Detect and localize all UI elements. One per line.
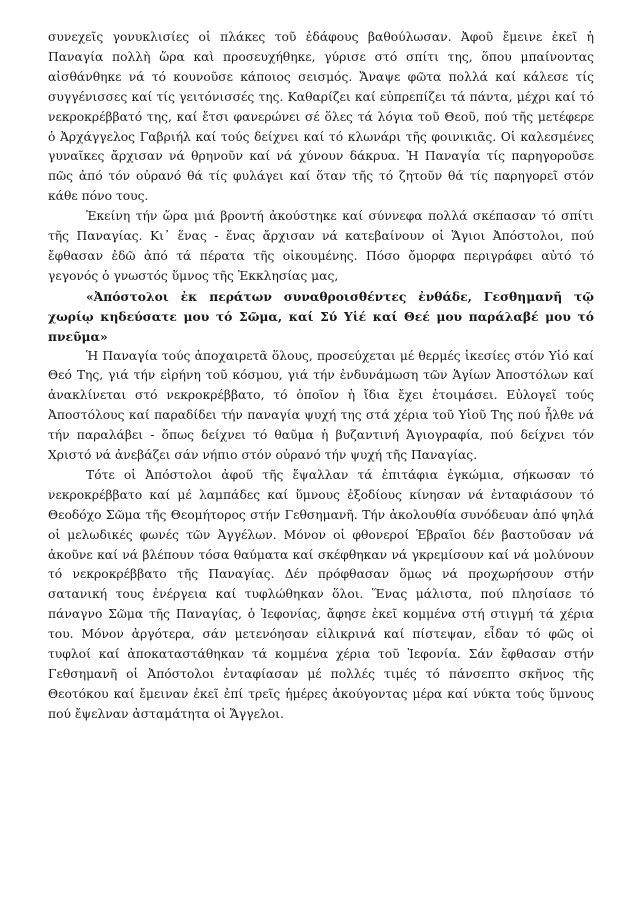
paragraph-1: συνεχεῖς γονυκλισίες οἱ πλάκες τοῦ ἐδάφους βαθούλωσαν. Ἀφοῦ ἔμεινε ἐκεῖ ἡ Παναγία πολλὴ ὥρα καὶ προσευχήθηκε, γύρισε στό σπίτι της, ὅπου μπαίνοντας αἰσθάνθηκε νά τό κουνοῦσε κάποιος σεισμός. Ἄναψε φῶτα πολλά καί κάλεσε τίς συγγένισσες καί τίς γειτόνισσές της. Καθαρίζει καί εὐπρεπίζει τά πάντα, μέχρι καί τό νεκροκρέββατό της, καί ἔτσι φανερώνει σέ ὅλες τά λόγια τοῦ Θεοῦ, πού τῆς μετέφερε ὁ Ἀρχάγγελος Γαβριήλ καί τούς δείχνει καί τό κλωνάρι τῆς φοινικιᾶς. Οἱ καλεσμένες γυναῖκες ἄρχισαν νά θρηνοῦν καί νά χύνουν δάκρυα. Ἡ Παναγία τίς παρηγοροῦσε πῶς ἀπό τόν οὐρανό θά τίς φυλάγει καί ὅταν τῆς τό ζητοῦν θά τίς παρηγορεῖ στόν κάθε πόνο τους.	[48, 30, 594, 204]
hymn-quote: «Ἀπόστολοι ἐκ περάτων συναθροισθέντες ἐνθάδε, Γεσθημανῆ τῷ χωρίῳ κηδεύσατε μου τό Σῶμα, καί Σύ Υἱέ καί Θεέ μου παράλαβέ μου τό πνεῦμα»	[48, 288, 594, 344]
document-page	[48, 28, 594, 725]
paragraph-3: Ἡ Παναγία τούς ἀποχαιρετᾶ ὅλους, προσεύχεται μέ θερμές ἱκεσίες στόν Υἱό καί Θεό Της, γιά τήν εἰρήνη τοῦ κόσμου, γιά τήν ἐνδυνάμωση τῶν Ἁγίων Ἀποστόλων καί ἀνακλίνεται στό νεκροκρέββατο, τό ὁποῖον ἡ ἴδια ἔχει ἑτοιμάσει. Εὐλογεῖ τούς Ἀποστόλους καί παραδίδει τήν παναγία ψυχή της στά χέρια τοῦ Υἱοῦ Της πού ἦλθε νά τήν παραλάβει - ὅπως δείχνει τό θαῦμα ἡ βυζαντινή Ἁγιογραφία, πού δείχνει τόν Χριστό νά ἀνεβάζει σάν νήπιο στόν οὐρανό τήν ψυχή τῆς Παναγίας.	[48, 348, 594, 463]
paragraph-4: Τότε οἱ Ἀπόστολοι ἀφοῦ τῆς ἔψαλλαν τά ἐπιτάφια ἐγκώμια, σήκωσαν τό νεκροκρέββατο καί μέ λαμπάδες καί ὕμνους ἐξοδίους κίνησαν νά ἐνταφιάσουν τό Θεοδόχο Σῶμα τῆς Θεομήτορος στήν Γεθσημανῆ. Τήν ἀκολουθία συνόδευαν ἀπό ψηλά οἱ μελωδικές φωνές τῶν Ἀγγέλων. Μόνον οἱ φθονεροί Ἑβραῖοι δέν βαστοῦσαν νά ἀκοῦνε καί νά βλέπουν τόσα θαύματα καί σκέφθηκαν νά γκρεμίσουν καί νά μολύνουν τό νεκροκρέββατο τῆς Παναγίας. Δέν πρόφθασαν ὅμως νά προχωρήσουν στήν σατανική τους ἐνέργεια καί τυφλώθηκαν ὅλοι. Ἕνας μάλιστα, πού πλησίασε τό πάναγνο Σῶμα τῆς Παναγίας, ὁ Ἰεφονίας, ἄφησε ἐκεῖ κομμένα στή στιγμή τά χέρια του. Μόνον ἀργότερα, σάν μετενόησαν εἰλικρινά καί πίστεψαν, εἶδαν τό φῶς οἱ τυφλοί καί ἀποκαταστάθηκαν τά κομμένα χέρια τοῦ Ἰεφονία. Σάν ἔφθασαν στήν Γεθσημανῆ οἱ Ἀπόστολοι ἐνταφίασαν μέ πολλές τιμές τό πάνσεπτο σκῆνος τῆς Θεοτόκου καί ἔμειναν ἐκεῖ ἐπί τρεῖς ἡμέρες ἀκούγοντας μέρα καί νύκτα τούς ὕμνους πού ἔψελναν ἀσταμάτητα οἱ Ἄγγελοι.	[48, 467, 594, 721]
paragraph-2: Ἐκείνη τήν ὥρα μιά βροντή ἀκούστηκε καί σύννεφα πολλά σκέπασαν τό σπίτι τῆς Παναγίας. Κι᾽ ἕνας - ἕνας ἄρχισαν νά κατεβαίνουν οἱ Ἅγιοι Ἀπόστολοι, πού ἔφθασαν ἐδῶ ἀπό τά πέρατα τῆς οἰκουμένης. Πόσο ὄμορφα περιγράφει αὐτό τό γεγονός ὁ γνωστός ὕμνος τῆς Ἐκκλησίας μας,	[48, 209, 594, 283]
